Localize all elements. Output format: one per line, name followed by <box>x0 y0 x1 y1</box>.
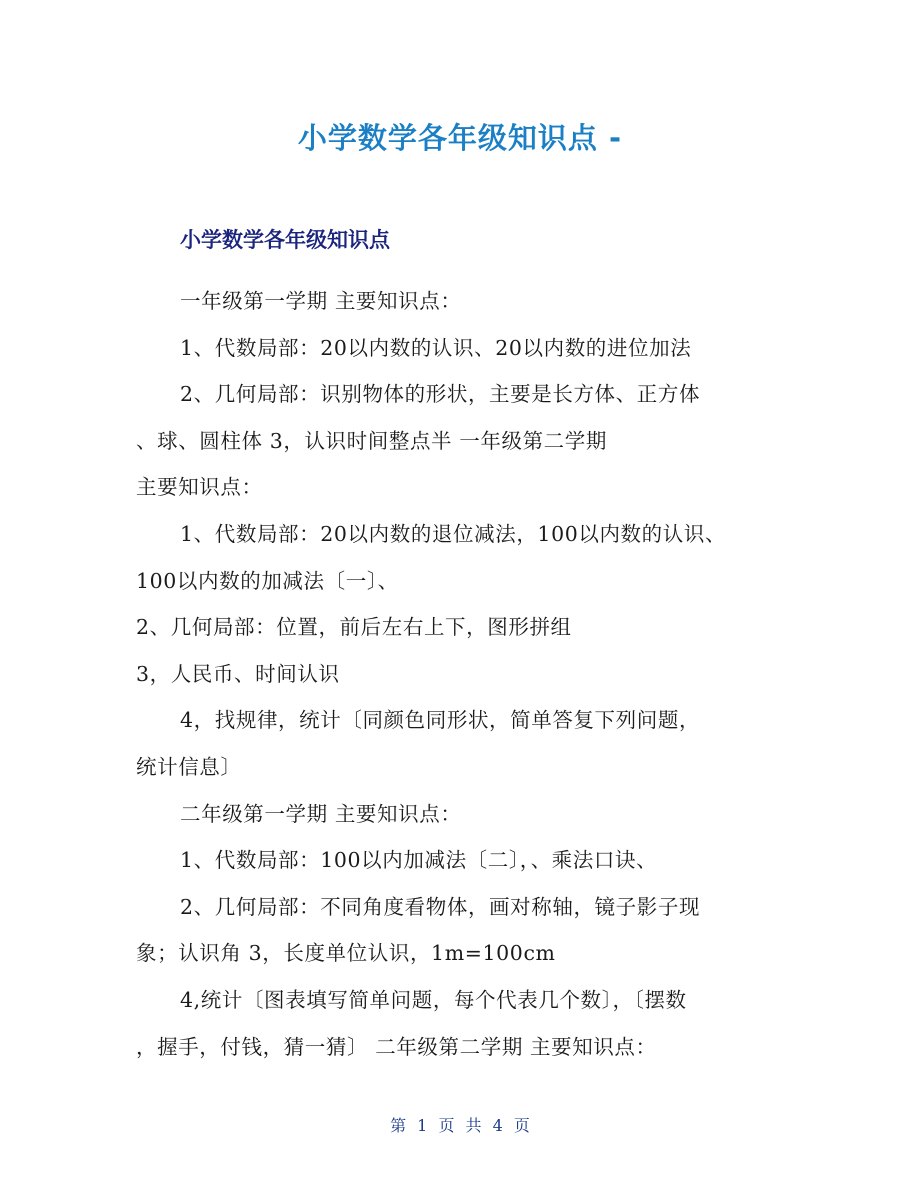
paragraph-line: 2、几何局部：不同角度看物体，画对称轴，镜子影子现 <box>180 894 701 919</box>
paragraph-line: 2、几何局部：识别物体的形状，主要是长方体、正方体 <box>180 382 701 407</box>
paragraph-line: 象；认识角 3，长度单位认识，1m=100cm <box>136 941 556 966</box>
document-body <box>136 278 786 1070</box>
paragraph-line: 1、代数局部：20以内数的退位减法，100以内数的认识、 <box>180 521 727 546</box>
paragraph-line: 统计信息〕 <box>136 754 242 779</box>
paragraph-line: 一年级第一学期 主要知识点： <box>180 289 462 313</box>
paragraph-line: 二年级第一学期 主要知识点： <box>180 801 462 826</box>
paragraph-line: 3，人民币、时间认识 <box>136 661 340 686</box>
section-heading: 小学数学各年级知识点 <box>180 228 390 252</box>
paragraph-line: 4，找规律，统计〔同颜色同形状，简单答复下列问题， <box>180 708 701 733</box>
paragraph-line: ，握手，付钱，猜一猜〕 二年级第二学期 主要知识点： <box>136 1034 657 1059</box>
document-title: 小学数学各年级知识点 - <box>297 121 623 155</box>
page-number-footer: 第 1 页 共 4 页 <box>390 1116 530 1135</box>
paragraph-line: 100以内数的加减法〔一〕、 <box>136 568 399 593</box>
paragraph-line: 、球、圆柱体 3，认识时间整点半 一年级第二学期 <box>136 428 607 453</box>
paragraph-line: 1、代数局部：100以内加减法〔二〕，、乘法口诀、 <box>180 848 658 873</box>
paragraph-line: 2、几何局部：位置，前后左右上下，图形拼组 <box>136 615 572 640</box>
paragraph-line: 1、代数局部：20以内数的认识、20以内数的进位加法 <box>180 335 692 360</box>
paragraph-line: 4,统计〔图表填写简单问题，每个代表几个数〕，〔摆数 <box>180 987 687 1012</box>
paragraph-line: 主要知识点： <box>136 475 263 500</box>
